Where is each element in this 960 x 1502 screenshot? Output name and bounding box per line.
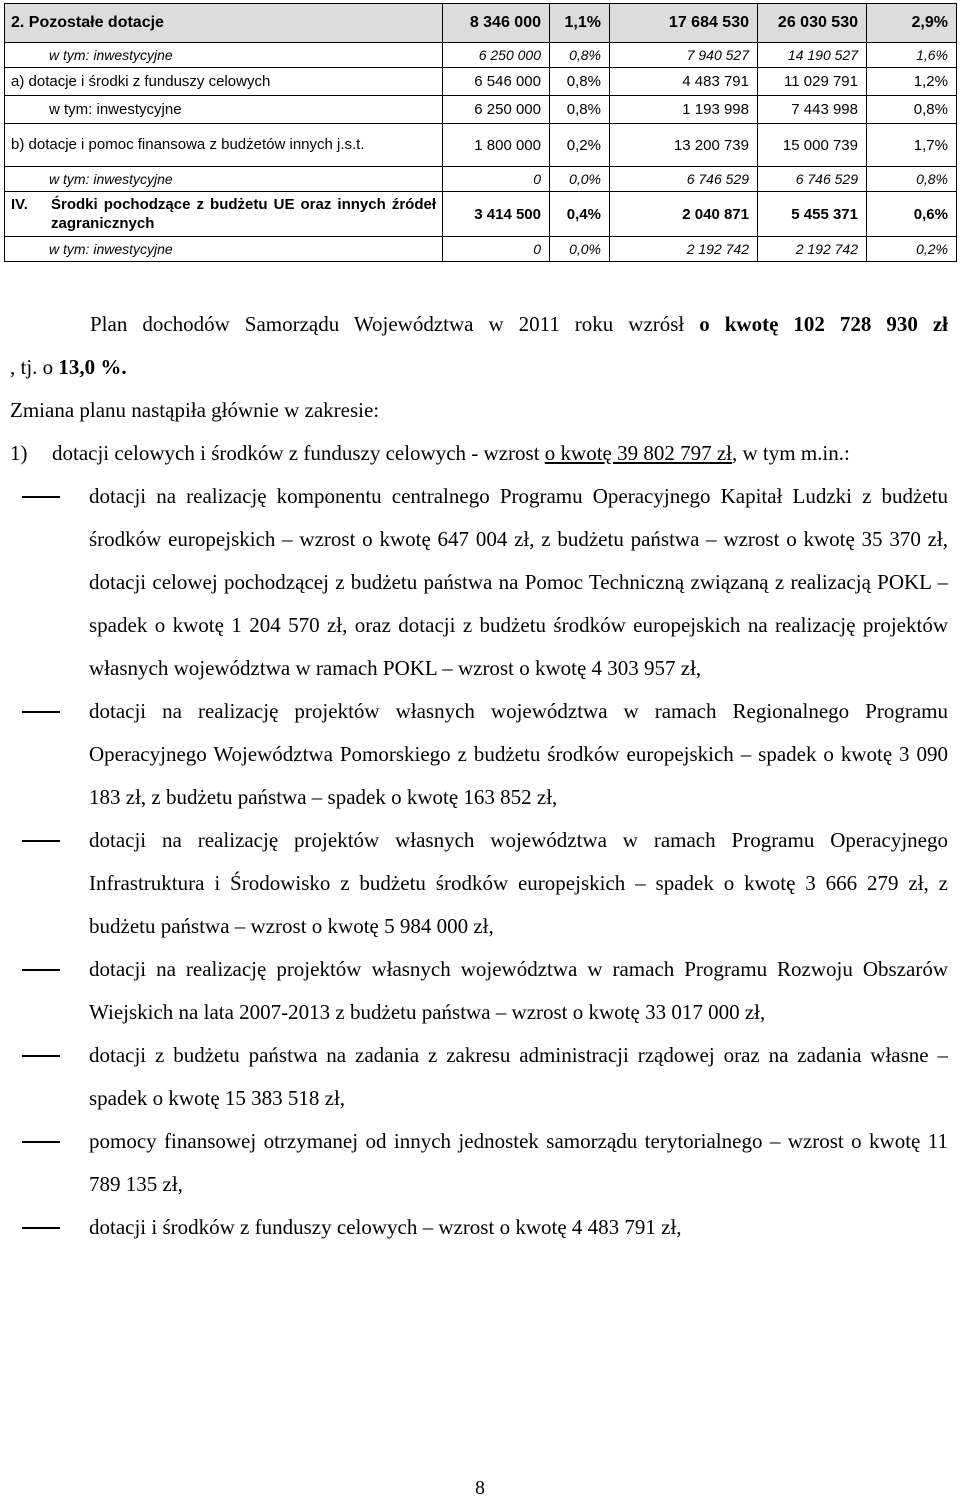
after-value: 2 192 742: [758, 237, 867, 262]
change-value: 6 746 529: [610, 167, 758, 192]
plan-share: 0,0%: [550, 167, 610, 192]
numbered-item: [10, 432, 948, 475]
summary-text: Plan dochodów Samorządu Województwa w 2011 roku wzrósł: [90, 312, 700, 336]
after-value: 15 000 739: [758, 124, 867, 167]
table-row: [5, 68, 957, 96]
summary-text-2: , tj. o: [10, 355, 59, 379]
after-value: 5 455 371: [758, 192, 867, 237]
change-value: 17 684 530: [610, 4, 758, 43]
after-value: 11 029 791: [758, 68, 867, 96]
row-label: w tym: inwestycyjne: [5, 167, 443, 192]
list-item: [10, 1034, 948, 1120]
row-label: w tym: inwestycyjne: [5, 96, 443, 124]
row-label: a) dotacje i środki z funduszy celowych: [5, 68, 443, 96]
plan-share: 1,1%: [550, 4, 610, 43]
after-share: 0,6%: [867, 192, 957, 237]
plan-value: 0: [443, 237, 550, 262]
row-label: w tym: inwestycyjne: [5, 237, 443, 262]
list-item-text: dotacji na realizację projektów własnych województwa w ramach Regionalnego Programu Operacyjnego Województwa Pomorskiego z budżetu środków europejskich – spadek o kwotę 3 090 183 zł, z budżetu państwa – spadek o kwotę 163 852 zł,: [89, 699, 948, 809]
row-label-text: b) dotacje i pomoc finansowa z budżetów innych j.s.t.: [11, 136, 365, 153]
list-item-text: dotacji na realizację projektów własnych województwa w ramach Programu Rozwoju Obszarów Wiejskich na lata 2007-2013 z budżetu państwa – wzrost o kwotę 33 017 000 zł,: [89, 957, 948, 1024]
change-value: 13 200 739: [610, 124, 758, 167]
row-label: 2. Pozostałe dotacje: [5, 4, 443, 43]
plan-share: 0,0%: [550, 237, 610, 262]
scope-paragraph: Zmiana planu nastąpiła głównie w zakresie:: [10, 398, 380, 422]
after-share: 0,8%: [867, 167, 957, 192]
document-body: [10, 303, 948, 1249]
plan-share: 0,4%: [550, 192, 610, 237]
plan-value: 0: [443, 167, 550, 192]
plan-share: 0,8%: [550, 68, 610, 96]
item-text: [52, 432, 948, 475]
table-row: [5, 237, 957, 262]
plan-value: 6 250 000: [443, 43, 550, 68]
summary-percent: 13,0 %.: [58, 355, 127, 379]
dash-list: [10, 475, 948, 1249]
table-row: [5, 192, 957, 237]
item-number: 1): [10, 441, 28, 465]
list-item-text: dotacji na realizację projektów własnych województwa w ramach Programu Operacyjnego Infrastruktura i Środowisko z budżetu środków europejskich – spadek o kwotę 3 666 279 zł, z budżetu państwa – wzrost o kwotę 5 984 000 zł,: [89, 828, 948, 938]
list-item: [10, 1120, 948, 1206]
list-item: [10, 690, 948, 819]
table-row: [5, 43, 957, 68]
list-item: [10, 1206, 948, 1249]
page-number: 8: [475, 1477, 485, 1499]
plan-value: 1 800 000: [443, 124, 550, 167]
after-share: 0,2%: [867, 237, 957, 262]
change-value: 1 193 998: [610, 96, 758, 124]
list-item: [10, 819, 948, 948]
plan-value: 8 346 000: [443, 4, 550, 43]
list-item: [10, 475, 948, 690]
after-value: 6 746 529: [758, 167, 867, 192]
summary-paragraph: [10, 303, 948, 346]
after-share: 0,8%: [867, 96, 957, 124]
row-label: w tym: inwestycyjne: [5, 43, 443, 68]
row-roman-numeral: IV.: [11, 196, 28, 213]
dash-bullet-icon: [10, 1120, 89, 1206]
after-value: 26 030 530: [758, 4, 867, 43]
plan-value: 6 546 000: [443, 68, 550, 96]
list-item: [10, 948, 948, 1034]
table-row: [5, 96, 957, 124]
plan-value: 6 250 000: [443, 96, 550, 124]
list-item-text: dotacji i środków z funduszy celowych – wzrost o kwotę 4 483 791 zł,: [89, 1215, 682, 1239]
change-value: 7 940 527: [610, 43, 758, 68]
after-share: 1,6%: [867, 43, 957, 68]
dash-bullet-icon: [10, 948, 89, 1034]
change-value: 4 483 791: [610, 68, 758, 96]
plan-value: 3 414 500: [443, 192, 550, 237]
change-value: 2 040 871: [610, 192, 758, 237]
plan-share: 0,8%: [550, 43, 610, 68]
plan-share: 0,8%: [550, 96, 610, 124]
after-share: 1,2%: [867, 68, 957, 96]
row-label: [5, 124, 443, 167]
row-label-text: Środki pochodzące z budżetu UE oraz innych źródeł zagranicznych: [51, 196, 436, 232]
dash-bullet-icon: [10, 1034, 89, 1120]
after-value: 14 190 527: [758, 43, 867, 68]
list-item-text: pomocy finansowej otrzymanej od innych jednostek samorządu terytorialnego – wzrost o kwotę 11 789 135 zł,: [89, 1129, 948, 1196]
table-row: [5, 167, 957, 192]
dash-bullet-icon: [10, 1206, 89, 1249]
item-amount: o kwotę 39 802 797 zł: [544, 441, 733, 465]
list-item-text: dotacji z budżetu państwa na zadania z zakresu administracji rządowej oraz na zadania własne – spadek o kwotę 15 383 518 zł,: [89, 1043, 948, 1110]
summary-amount: o kwotę 102 728 930 zł: [699, 312, 948, 336]
after-share: 2,9%: [867, 4, 957, 43]
budget-table: [4, 3, 957, 262]
table-row: [5, 124, 957, 167]
summary-paragraph-continued: [10, 346, 948, 389]
after-value: 7 443 998: [758, 96, 867, 124]
item-text-b: , w tym m.in.:: [732, 441, 850, 465]
after-share: 1,7%: [867, 124, 957, 167]
table-row: [5, 4, 957, 43]
dash-bullet-icon: [10, 690, 89, 819]
row-label: [5, 192, 443, 237]
plan-share: 0,2%: [550, 124, 610, 167]
change-value: 2 192 742: [610, 237, 758, 262]
list-item-text: dotacji na realizację komponentu centralnego Programu Operacyjnego Kapitał Ludzki z budżetu środków europejskich – wzrost o kwotę 647 004 zł, z budżetu państwa – wzrost o kwotę 35 370 zł, dotacji celowej pochodzącej z budżetu państwa na Pomoc Techniczną związaną z realizacją POKL – spadek o kwotę 1 204 570 zł, oraz dotacji z budżetu środków europejskich na realizację projektów własnych województwa w ramach POKL – wzrost o kwotę 4 303 957 zł,: [89, 484, 948, 680]
item-text-a: dotacji celowych i środków z funduszy celowych - wzrost: [52, 441, 545, 465]
dash-bullet-icon: [10, 819, 89, 948]
dash-bullet-icon: [10, 475, 89, 690]
